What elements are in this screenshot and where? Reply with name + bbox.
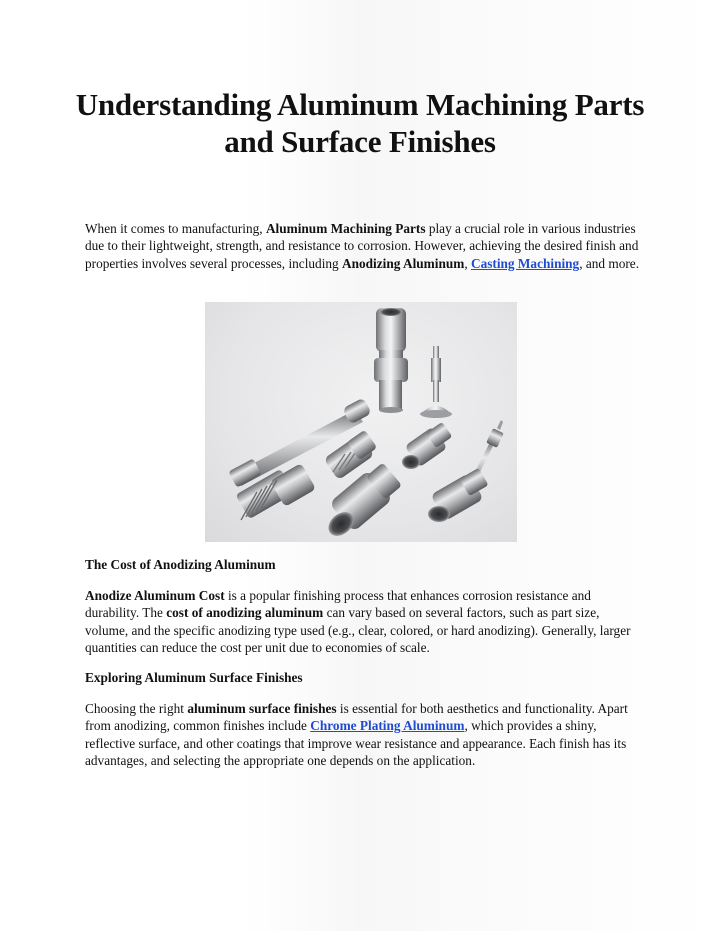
finish-text: , which provides a shiny, reflective surface, and other coatings that improve wear resistance and appearance. Each finish has its advantages, and selecting the appropriate one depends on the application.: [85, 718, 627, 769]
intro-text: , and more.: [579, 255, 640, 271]
tall-cylinder-part: [374, 308, 408, 413]
finish-paragraph: [85, 700, 645, 770]
cost-bold-term: cost of anodizing aluminum: [166, 605, 324, 621]
intro-paragraph: [85, 220, 645, 272]
casting-machining-link[interactable]: Casting Machining: [470, 255, 580, 271]
finish-text: Choosing the right: [85, 701, 188, 716]
cost-bold-term: Anodize Aluminum Cost: [85, 588, 225, 603]
machined-parts-photo: [205, 302, 517, 542]
chrome-plating-link[interactable]: Chrome Plating Aluminum: [310, 718, 465, 734]
intro-text: When it comes to manufacturing,: [85, 221, 266, 236]
finish-section-heading: Exploring Aluminum Surface Finishes: [85, 670, 303, 685]
cost-section-heading: The Cost of Anodizing Aluminum: [85, 557, 276, 572]
finish-bold-term: aluminum surface finishes: [187, 701, 337, 716]
finish-text: is essential for both aesthetics and functionality. Apart from anodizing, common finishes include: [85, 701, 628, 734]
cost-text: is a popular finishing process that enhances corrosion resistance and durability. The: [85, 588, 591, 621]
small-nut-part: [402, 422, 452, 469]
intro-text: play a crucial role in various industries due to their lightweight, strength, and resistance to corrosion. However, achieving the desired finish and properties involves several processes, including: [85, 221, 639, 271]
intro-bold-term: Aluminum Machining Parts: [265, 221, 426, 236]
intro-bold-term: Anodizing Aluminum: [342, 255, 465, 271]
hex-fitting-part: [428, 468, 489, 522]
cost-text: can vary based on several factors, such as part size, volume, and the specific anodizing type used (e.g., clear, colored, or hard anodizing). Generally, larger quantities can reduce the cost per unit due to economies of scale.: [85, 605, 631, 656]
page-title: Understanding Aluminum Machining Parts and Surface Finishes: [75, 87, 645, 159]
valve-part: [420, 346, 452, 418]
cost-paragraph: [85, 587, 645, 657]
intro-text: ,: [464, 255, 471, 271]
